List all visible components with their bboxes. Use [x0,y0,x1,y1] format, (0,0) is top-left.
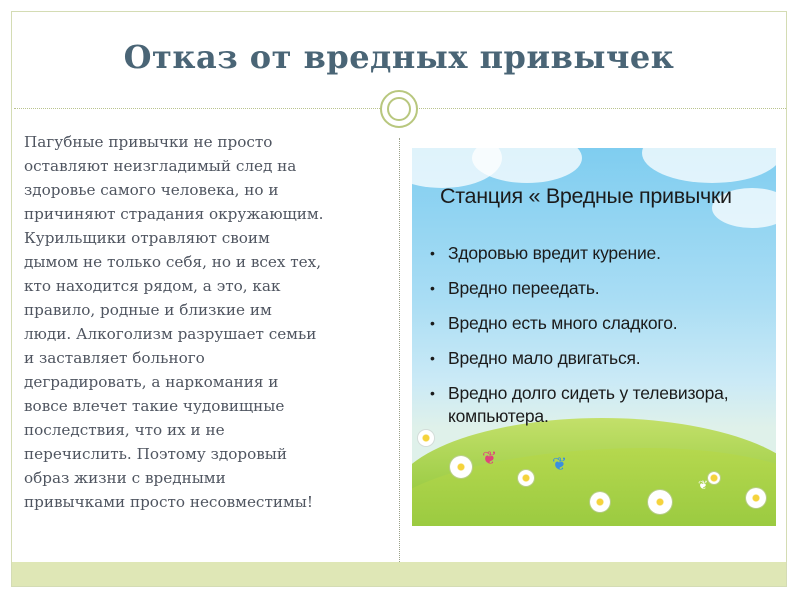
slide-title: Отказ от вредных привычек [123,38,675,76]
column-divider [399,138,400,562]
slide-footer-bar [12,562,786,586]
list-item [430,347,770,370]
list-item [430,277,770,300]
daisy-icon [518,470,534,486]
butterfly-icon: ❦ [552,454,568,475]
butterfly-icon: ❦ [698,478,709,492]
bullet-icon: • [430,280,435,296]
cloud-decoration [472,148,582,183]
list-item-text: Вредно есть много сладкого. [448,313,678,333]
list-item [430,242,770,265]
divider-ring-ornament [380,90,418,128]
bullet-icon: • [430,315,435,331]
station-card-title: Станция « Вредные привычки [440,184,732,208]
cloud-decoration [642,148,776,183]
body-paragraph: Пагубные привычки не просто оставляют неизгладимый след на здоровье самого человека, но и причиняют страдания окружающим. Курильщики отравляют своим дымом не только себя, но и всех тех, кто находится рядом, а это, как правило, родные и близкие им люди. Алкоголизм разрушает семьи и заставляет больного деградировать, а наркомания и вовсе влечет такие чудовищные последствия, что их и не перечислить. Поэтому здоровый образ жизни с вредными привычками просто несовместимы! [24,133,324,511]
list-item [430,382,770,428]
station-card-image [412,148,776,526]
list-item-text: Вредно долго сидеть у телевизора, компьютера. [448,383,729,426]
daisy-icon [746,488,766,508]
butterfly-icon: ❦ [482,448,498,469]
list-item-text: Вредно мало двигаться. [448,348,641,368]
daisy-icon [708,472,720,484]
list-item [430,312,770,335]
bullet-icon: • [430,245,435,261]
bullet-icon: • [430,350,435,366]
list-item-text: Здоровью вредит курение. [448,243,661,263]
bullet-icon: • [430,385,435,401]
divider-ring-inner [387,97,411,121]
station-card-list [430,242,770,440]
daisy-icon [648,490,672,514]
list-item-text: Вредно переедать. [448,278,600,298]
daisy-icon [590,492,610,512]
daisy-icon [450,456,472,478]
